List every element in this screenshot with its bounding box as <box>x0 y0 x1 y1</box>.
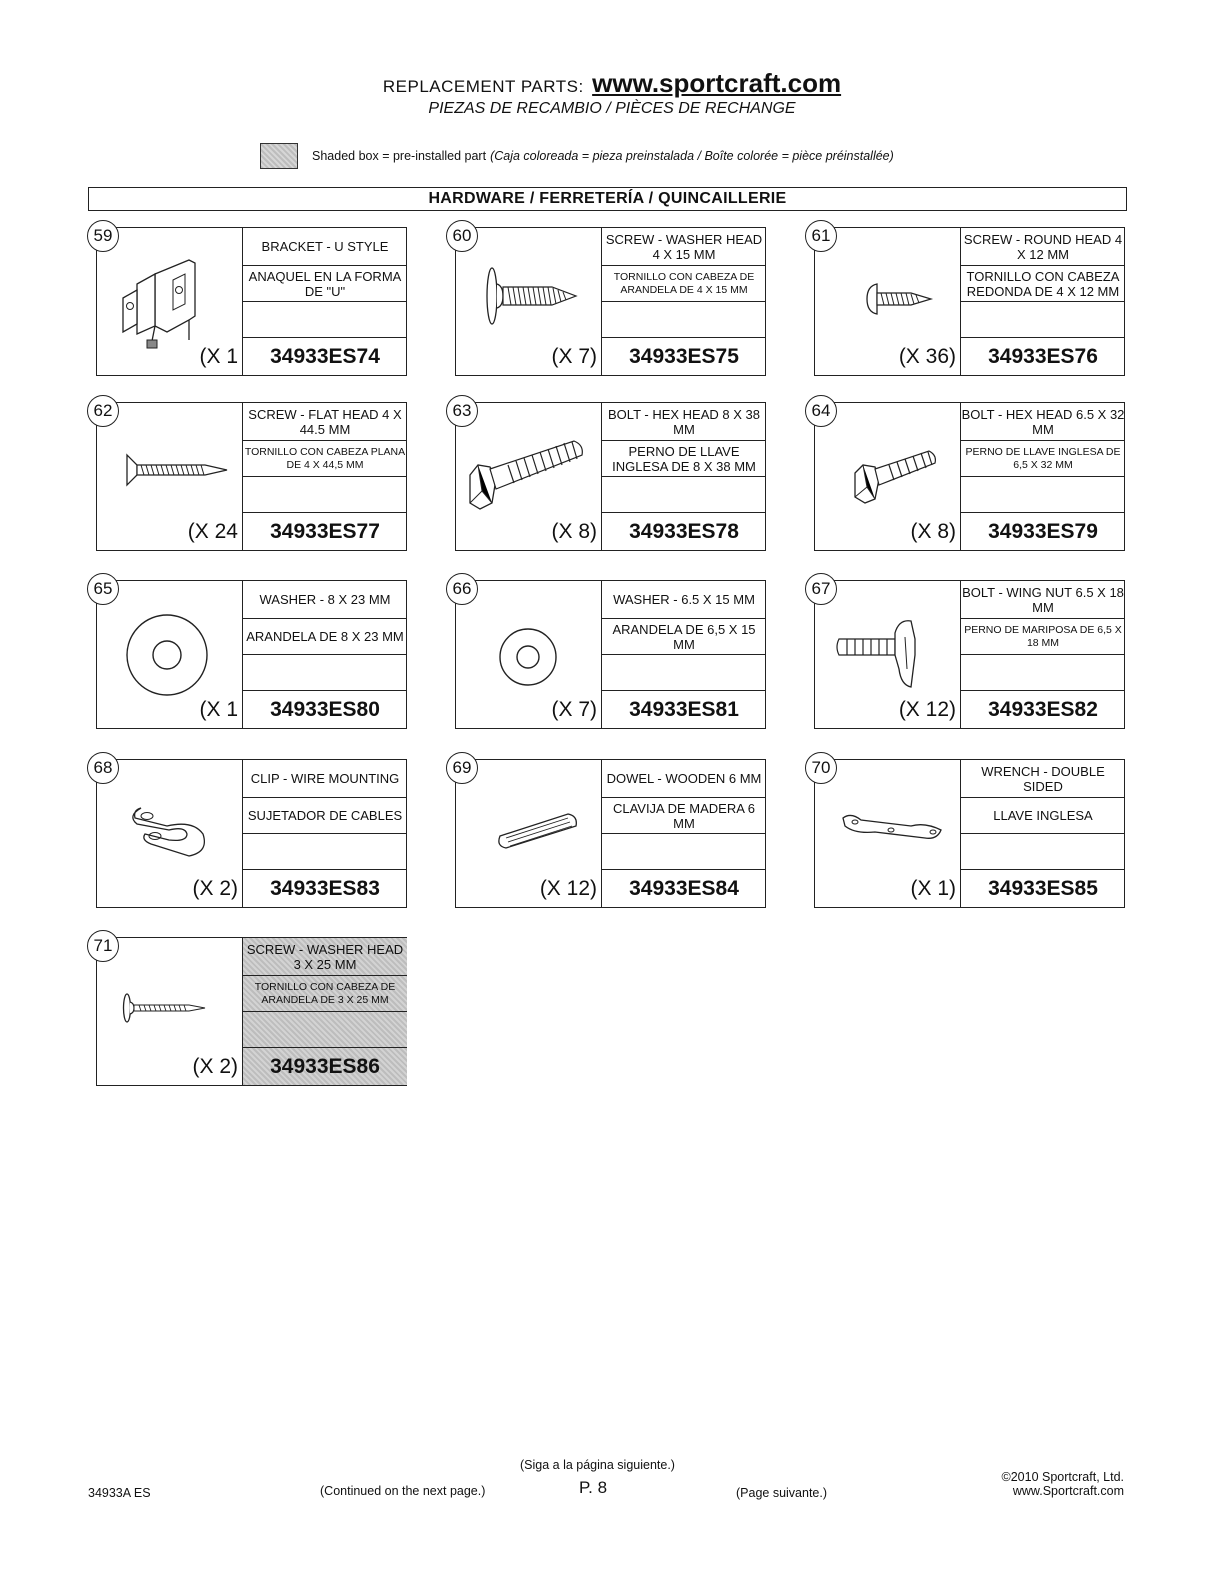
part-picture <box>93 226 242 375</box>
name-fr <box>602 655 766 691</box>
part-picture <box>93 758 242 907</box>
part-number-badge: 61 <box>805 220 837 252</box>
name-es: TORNILLO CON CABEZA DE ARANDELA DE 3 X 25 MM <box>243 976 407 1012</box>
name-fr <box>243 302 407 338</box>
part-number: 34933ES76 <box>988 345 1098 368</box>
part-info <box>242 760 407 907</box>
part-info <box>242 581 407 728</box>
name-en: SCREW - WASHER HEAD 3 X 25 MM <box>243 938 407 976</box>
name-en: BOLT - WING NUT 6.5 X 18 MM <box>961 581 1125 619</box>
part-number: 34933ES80 <box>270 698 380 721</box>
part-number: 34933ES85 <box>988 877 1098 900</box>
name-fr <box>602 834 766 870</box>
part-number-badge: 70 <box>805 752 837 784</box>
part-card-65 <box>93 579 407 729</box>
quantity: (X 7) <box>551 698 597 721</box>
name-es: TORNILLO CON CABEZA DE ARANDELA DE 4 X 15 MM <box>602 266 766 302</box>
part-number: 34933ES78 <box>629 520 739 543</box>
header-line <box>0 68 1224 99</box>
continued-fr: (Page suivante.) <box>736 1486 828 1500</box>
part-number-badge: 69 <box>446 752 478 784</box>
part-info <box>960 228 1125 375</box>
legend-translation: (Caja coloreada = pieza preinstalada / Boîte colorée = pièce préinstallée) <box>490 149 894 163</box>
part-card-64 <box>811 401 1125 551</box>
continued-en: (Continued on the next page.) <box>320 1484 486 1498</box>
name-es: ANAQUEL EN LA FORMA DE "U" <box>243 266 407 302</box>
part-number-badge: 64 <box>805 395 837 427</box>
part-number: 34933ES79 <box>988 520 1098 543</box>
part-picture <box>93 936 242 1085</box>
quantity: (X 2) <box>192 1055 238 1078</box>
quantity: (X 1 <box>199 698 238 721</box>
quantity: (X 1 <box>199 345 238 368</box>
part-card-70 <box>811 758 1125 908</box>
name-en: CLIP - WIRE MOUNTING <box>243 760 407 798</box>
legend-text: Shaded box = pre-installed part <box>312 149 487 163</box>
part-info <box>601 228 766 375</box>
quantity: (X 8) <box>551 520 597 543</box>
name-es: ARANDELA DE 8 X 23 MM <box>243 619 407 655</box>
name-en: SCREW - WASHER HEAD 4 X 15 MM <box>602 228 766 266</box>
part-number-badge: 68 <box>87 752 119 784</box>
name-es: PERNO DE LLAVE INGLESA DE 8 X 38 MM <box>602 441 766 477</box>
quantity: (X 36) <box>898 345 956 368</box>
part-info <box>960 581 1125 728</box>
quantity: (X 24 <box>187 520 238 543</box>
part-number: 34933ES82 <box>988 698 1098 721</box>
part-picture <box>452 226 601 375</box>
name-es: SUJETADOR DE CABLES <box>243 798 407 834</box>
part-picture <box>452 401 601 550</box>
part-number: 34933ES84 <box>629 877 739 900</box>
name-en: WASHER - 6.5 X 15 MM <box>602 581 766 619</box>
part-card-68 <box>93 758 407 908</box>
name-es: TORNILLO CON CABEZA PLANA DE 4 X 44,5 MM <box>243 441 407 477</box>
quantity: (X 1) <box>910 877 956 900</box>
part-info <box>601 403 766 550</box>
section-title: HARDWARE / FERRETERÍA / QUINCAILLERIE <box>88 187 1127 211</box>
name-fr <box>961 834 1125 870</box>
name-fr <box>243 477 407 513</box>
quantity: (X 7) <box>551 345 597 368</box>
part-picture <box>811 226 960 375</box>
part-card-71 <box>93 936 407 1086</box>
part-picture <box>811 758 960 907</box>
part-card-60 <box>452 226 766 376</box>
part-card-66 <box>452 579 766 729</box>
name-fr <box>243 834 407 870</box>
part-card-67 <box>811 579 1125 729</box>
part-info <box>242 228 407 375</box>
part-card-63 <box>452 401 766 551</box>
name-fr <box>243 655 407 691</box>
copyright: ©2010 Sportcraft, Ltd. <box>1001 1470 1124 1484</box>
part-number-badge: 71 <box>87 930 119 962</box>
part-number-badge: 66 <box>446 573 478 605</box>
part-number: 34933ES81 <box>629 698 739 721</box>
part-number: 34933ES77 <box>270 520 380 543</box>
quantity: (X 8) <box>910 520 956 543</box>
name-es: PERNO DE LLAVE INGLESA DE 6,5 X 32 MM <box>961 441 1125 477</box>
name-en: BOLT - HEX HEAD 8 X 38 MM <box>602 403 766 441</box>
part-number: 34933ES86 <box>270 1055 380 1078</box>
part-card-59 <box>93 226 407 376</box>
name-en: DOWEL - WOODEN 6 MM <box>602 760 766 798</box>
name-fr <box>243 1012 407 1048</box>
part-picture <box>811 401 960 550</box>
footer-website[interactable]: www.Sportcraft.com <box>1012 1484 1124 1498</box>
part-info <box>601 581 766 728</box>
name-en: WASHER - 8 X 23 MM <box>243 581 407 619</box>
name-fr <box>602 302 766 338</box>
part-number: 34933ES75 <box>629 345 739 368</box>
header-subtitle: PIEZAS DE RECAMBIO / PIÈCES DE RECHANGE <box>428 100 796 117</box>
name-en: WRENCH - DOUBLE SIDED <box>961 760 1125 798</box>
name-fr <box>961 655 1125 691</box>
website-link[interactable]: www.sportcraft.com <box>592 68 842 98</box>
part-picture <box>93 579 242 728</box>
part-number-badge: 65 <box>87 573 119 605</box>
name-en: SCREW - FLAT HEAD 4 X 44.5 MM <box>243 403 407 441</box>
part-info <box>960 403 1125 550</box>
part-number-badge: 67 <box>805 573 837 605</box>
quantity: (X 12) <box>898 698 956 721</box>
part-info <box>601 760 766 907</box>
name-es: LLAVE INGLESA <box>961 798 1125 834</box>
quantity: (X 2) <box>192 877 238 900</box>
part-card-61 <box>811 226 1125 376</box>
name-en: BRACKET - U STYLE <box>243 228 407 266</box>
continued-es: (Siga a la página siguiente.) <box>520 1458 675 1472</box>
name-fr <box>961 477 1125 513</box>
part-info <box>242 403 407 550</box>
part-info <box>242 938 407 1085</box>
part-picture <box>93 401 242 550</box>
part-picture <box>811 579 960 728</box>
shaded-swatch <box>260 143 298 169</box>
part-number-badge: 60 <box>446 220 478 252</box>
part-card-69 <box>452 758 766 908</box>
name-es: PERNO DE MARIPOSA DE 6,5 X 18 MM <box>961 619 1125 655</box>
name-es: TORNILLO CON CABEZA REDONDA DE 4 X 12 MM <box>961 266 1125 302</box>
name-es: ARANDELA DE 6,5 X 15 MM <box>602 619 766 655</box>
name-en: SCREW - ROUND HEAD 4 X 12 MM <box>961 228 1125 266</box>
part-picture <box>452 758 601 907</box>
part-picture <box>452 579 601 728</box>
header-label: REPLACEMENT PARTS: <box>382 77 584 96</box>
name-en: BOLT - HEX HEAD 6.5 X 32 MM <box>961 403 1125 441</box>
part-info <box>960 760 1125 907</box>
document-id: 34933A ES <box>88 1486 151 1500</box>
shaded-legend <box>260 143 894 169</box>
part-number: 34933ES83 <box>270 877 380 900</box>
page-number: P. 8 <box>579 1478 608 1497</box>
name-es: CLAVIJA DE MADERA 6 MM <box>602 798 766 834</box>
name-fr <box>602 477 766 513</box>
part-number-badge: 62 <box>87 395 119 427</box>
quantity: (X 12) <box>539 877 597 900</box>
part-number: 34933ES74 <box>270 345 380 368</box>
name-fr <box>961 302 1125 338</box>
part-number-badge: 59 <box>87 220 119 252</box>
part-number-badge: 63 <box>446 395 478 427</box>
part-card-62 <box>93 401 407 551</box>
